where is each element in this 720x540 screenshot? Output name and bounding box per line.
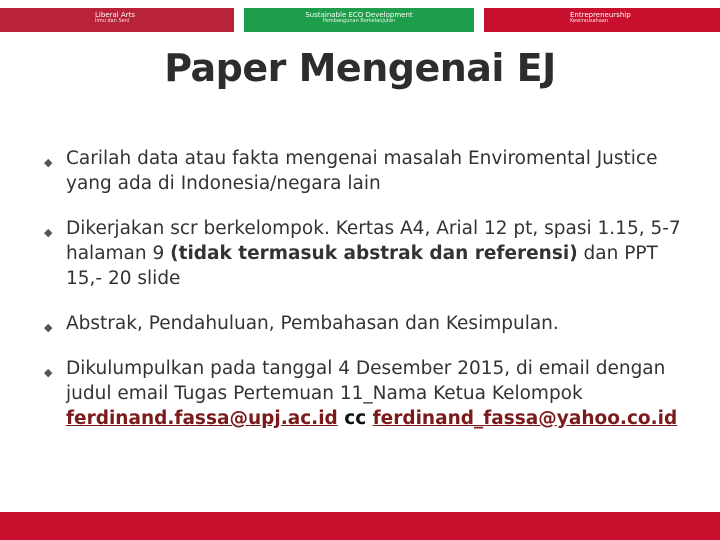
bullet-diamond-icon: ◆ [44, 226, 53, 239]
header-band-entrepreneurship [484, 8, 720, 32]
bullet-text: Dikerjakan scr berkelompok. Kertas A4, Arial 12 pt, spasi 1.15, 5-7 halaman 9 [66, 218, 681, 264]
bullet-text: dan PPT 15,- 20 slide [66, 243, 658, 289]
band-title: Entrepreneurship [570, 11, 631, 19]
band-title: Sustainable ECO Development [305, 11, 413, 19]
bullet-text: Dikulumpulkan pada tanggal 4 Desember 2015, di email dengan judul email Tugas Pertemuan 11_Nama Ketua Kelompok [66, 358, 666, 404]
band-subtitle: Pembangunan Berkelanjutan [322, 18, 396, 25]
bullet-bold-text: (tidak termasuk abstrak dan referensi) [170, 243, 578, 264]
bullet-text: Abstrak, Pendahuluan, Pembahasan dan Kesimpulan. [66, 313, 559, 334]
bullet-diamond-icon: ◆ [44, 366, 53, 379]
band-title: Liberal Arts [95, 11, 135, 19]
bullet-item [44, 356, 694, 431]
footer-band [0, 512, 720, 540]
header-band-liberal-arts [0, 8, 234, 32]
email-link-upj[interactable]: ferdinand.fassa@upj.ac.id [66, 408, 338, 429]
cc-label: cc [337, 408, 373, 429]
bullet-item [44, 216, 694, 291]
email-link-yahoo[interactable]: ferdinand_fassa@yahoo.co.id [372, 408, 678, 429]
bullet-diamond-icon: ◆ [44, 321, 53, 334]
bullet-list [44, 146, 694, 451]
bullet-diamond-icon: ◆ [44, 156, 53, 169]
bullet-item [44, 146, 694, 196]
band-subtitle: Ilmu dan Seni [95, 18, 130, 25]
band-subtitle: Kewirausahaan [570, 18, 609, 25]
slide-title: Paper Mengenai EJ [164, 46, 556, 90]
bullet-item [44, 311, 694, 336]
header-band-sustainable-development [244, 8, 474, 32]
bullet-text: Carilah data atau fakta mengenai masalah Enviromental Justice yang ada di Indonesia/negara lain [66, 148, 658, 194]
